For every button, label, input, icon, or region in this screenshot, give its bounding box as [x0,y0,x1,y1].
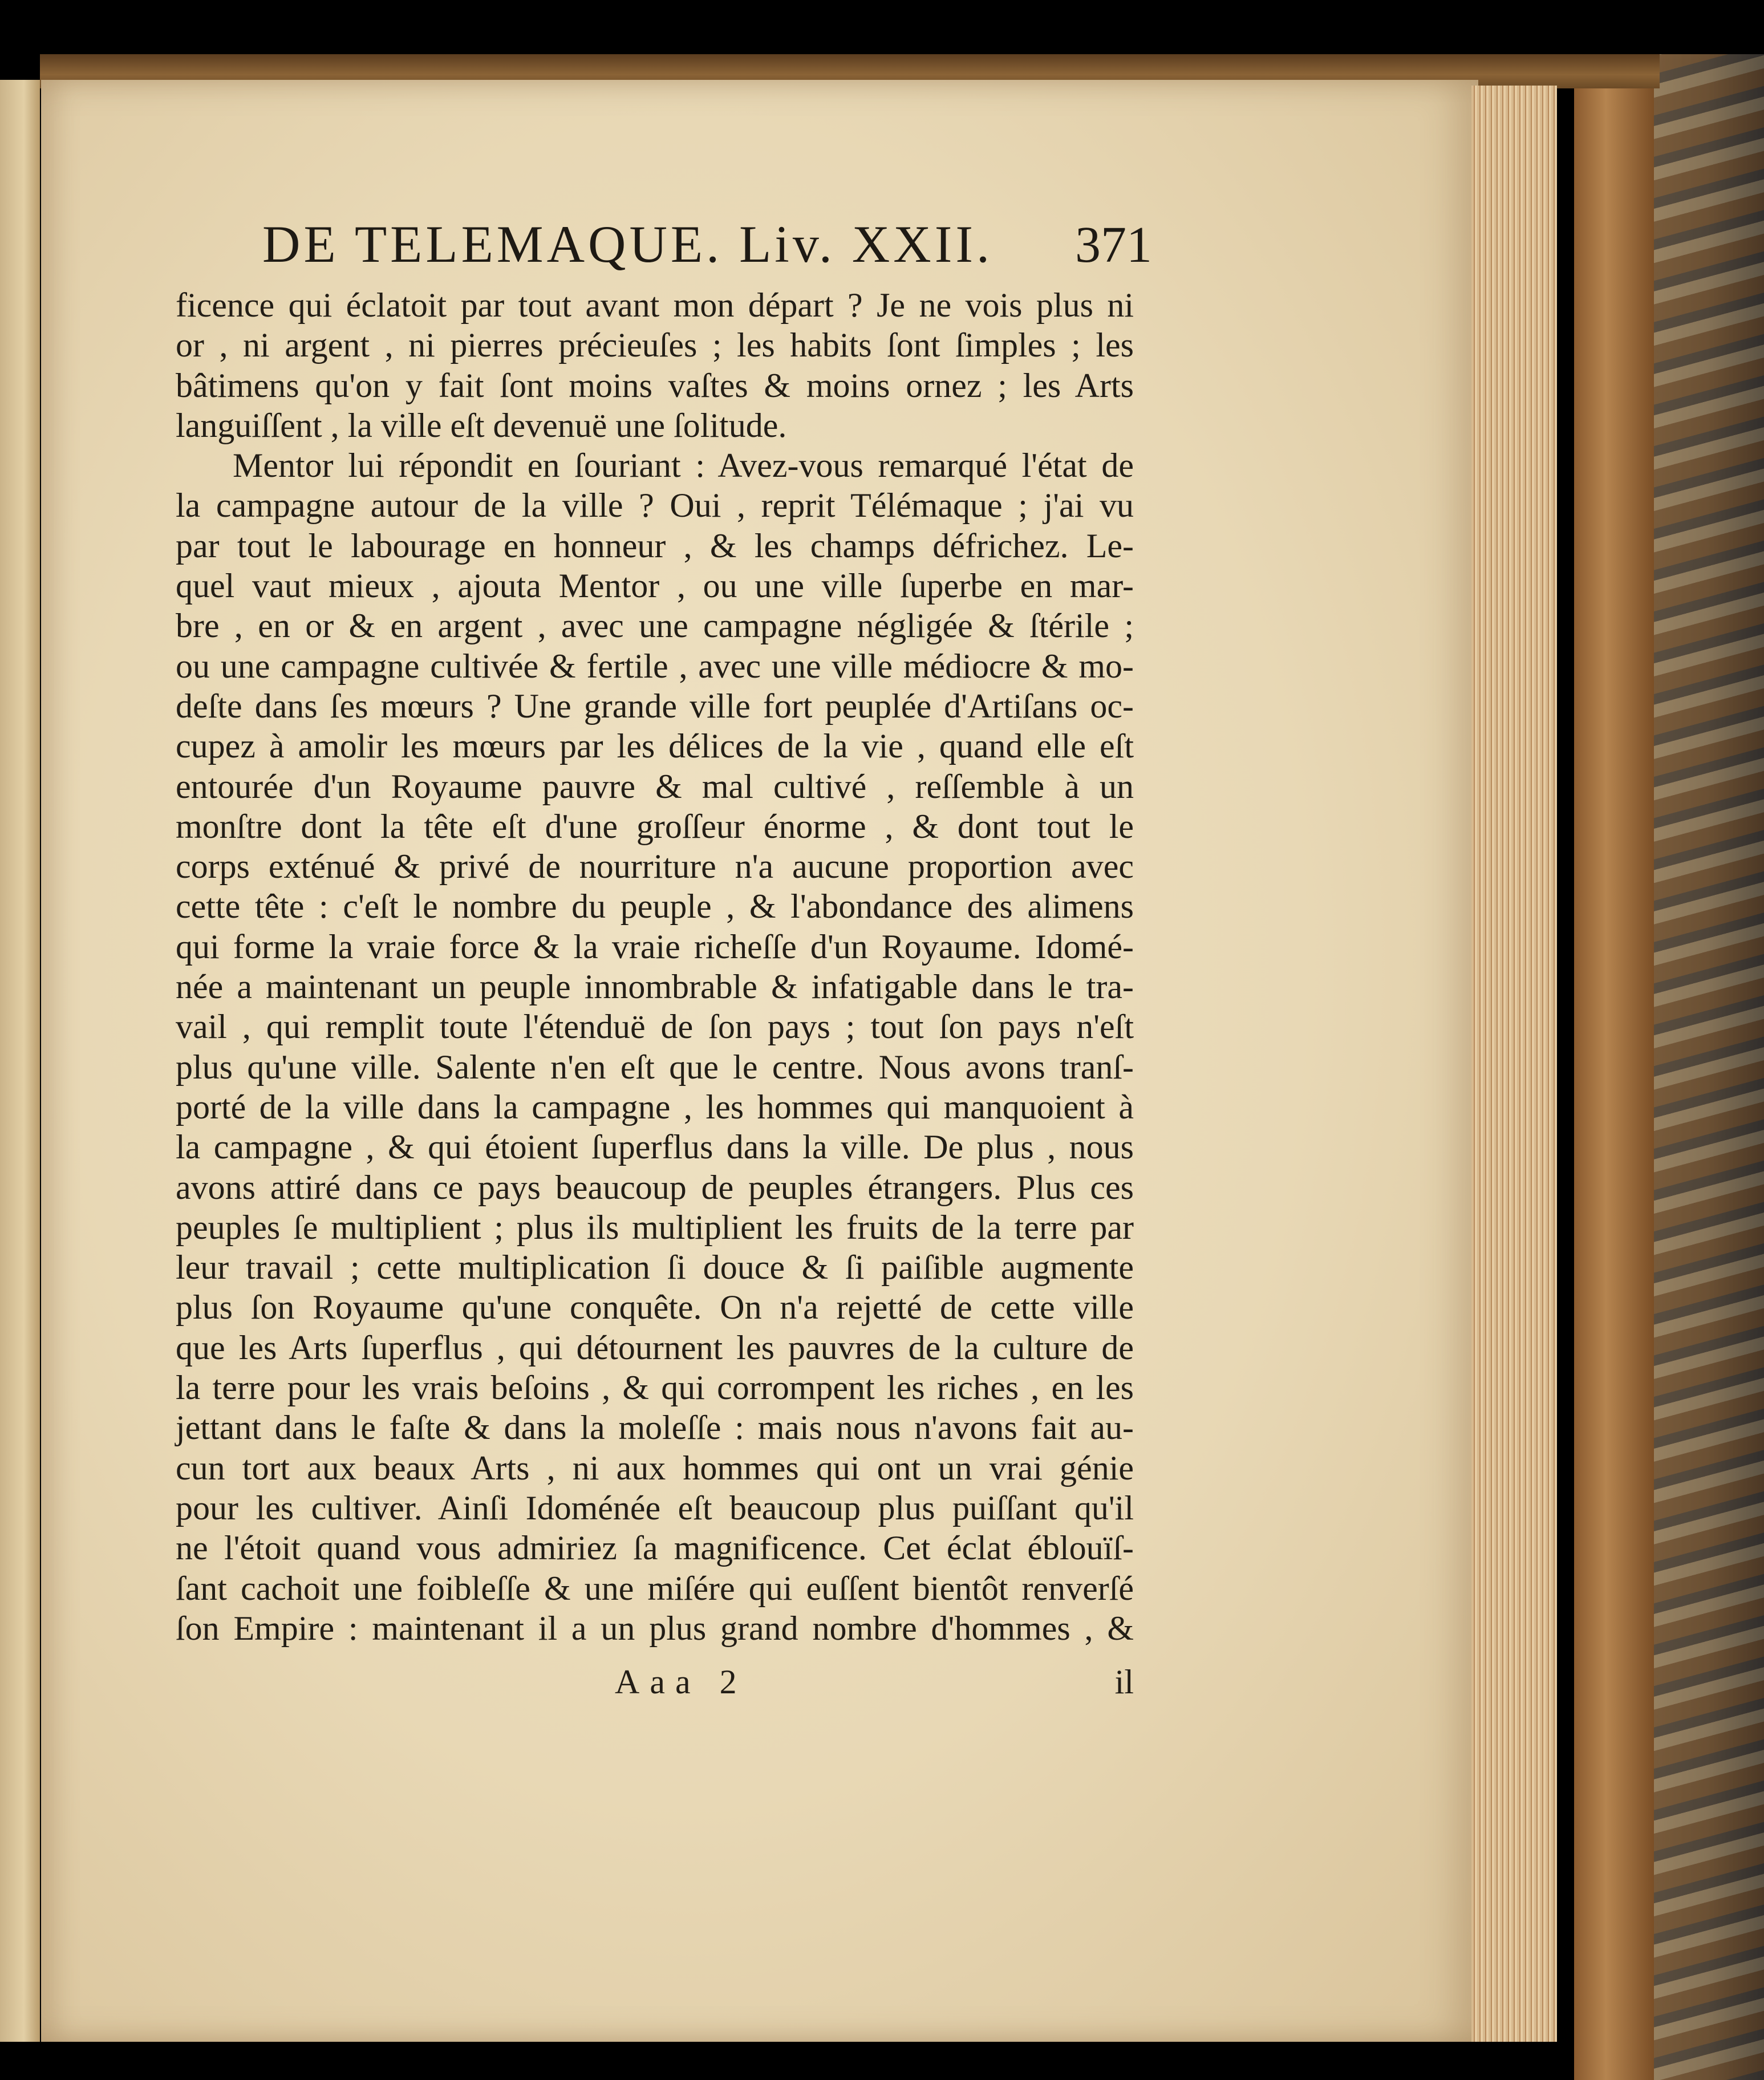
text-line: Mentor lui répondit en ſouriant : Avez-vous remarqué l'état de [233,447,1134,485]
text-line: leur travail ; cette multiplication ſi douce & ſi paiſible augmente [176,1248,1134,1287]
text-line: qui forme la vraie force & la vraie richeſſe d'un Royaume. Idomé- [176,927,1134,966]
text-line: bre , en or & en argent , avec une campagne négligée & ſtérile ; [176,607,1134,645]
text-line: jettant dans le faſte & dans la moleſſe : mais nous n'avons fait au- [176,1409,1134,1447]
catchword: il [1114,1663,1134,1701]
page-number: 371 [1075,217,1152,273]
text-line: pour les cultiver. Ainſi Idoménée eſt beaucoup plus puiſſant qu'il [176,1489,1134,1527]
page-footer [176,1663,1134,1708]
text-line: la terre pour les vrais beſoins , & qui corrompent les riches , en les [176,1369,1134,1407]
text-line: ne l'étoit quand vous admiriez ſa magnificence. Cet éclat éblouïſ- [176,1529,1134,1567]
running-title: DE TELEMAQUE. Liv. XXII. [262,215,993,273]
text-line: la campagne autour de la ville ? Oui , reprit Télémaque ; j'ai vu [176,486,1134,525]
signature-mark: Aaa 2 [615,1663,747,1701]
text-line: avons attiré dans ce pays beaucoup de peuples étrangers. Plus ces [176,1168,1134,1206]
text-line: ficence qui éclatoit par tout avant mon départ ? Je ne vois plus ni [176,286,1134,324]
text-line: deſte dans ſes mœurs ? Une grande ville fort peuplée d'Artiſans oc- [176,687,1134,725]
text-line: peuples ſe multiplient ; plus ils multiplient les fruits de la terre par [176,1208,1134,1246]
text-line: bâtimens qu'on y fait ſont moins vaſtes & moins ornez ; les Arts [176,366,1134,404]
text-line: monſtre dont la tête eſt d'une groſſeur énorme , & dont tout le [176,807,1134,845]
text-line: entourée d'un Royaume pauvre & mal cultivé , reſſemble à un [176,767,1134,805]
text-line: cette tête : c'eſt le nombre du peuple , & l'abondance des alimens [176,887,1134,926]
text-line: cun tort aux beaux Arts , ni aux hommes qui ont un vrai génie [176,1449,1134,1487]
text-line: or , ni argent , ni pierres précieuſes ; les habits ſont ſimples ; les [176,326,1134,364]
text-line: porté de la ville dans la campagne , les hommes qui manquoient à [176,1088,1134,1126]
leather-binding [1574,54,1654,2080]
page-edges [1471,86,1557,2042]
text-line: cupez à amolir les mœurs par les délices de la vie , quand elle eſt [176,727,1134,765]
text-line: la campagne , & qui étoient ſuperflus dans la ville. De plus , nous [176,1128,1134,1166]
text-line: quel vaut mieux , ajouta Mentor , ou une ville ſuperbe en mar- [176,567,1134,605]
text-line: par tout le labourage en honneur , & les champs défrichez. Le- [176,526,1134,565]
text-line: corps exténué & privé de nourriture n'a aucune proportion avec [176,848,1134,886]
text-line: vail , qui remplit toute l'étenduë de ſon pays ; tout ſon pays n'eſt [176,1008,1134,1046]
text-line: que les Arts ſuperflus , qui détournent les pauvres de la culture de [176,1328,1134,1367]
text-line: ſant cachoit une foibleſſe & une miſére qui euſſent bientôt renverſé [176,1569,1134,1607]
text-line: plus qu'une ville. Salente n'en eſt que le centre. Nous avons tranſ- [176,1048,1134,1086]
body-text [176,285,1134,1648]
text-line: ſon Empire : maintenant il a un plus grand nombre d'hommes , & [176,1609,1134,1647]
left-page-edge [0,80,40,2042]
text-line: languiſſent , la ville eſt devenuë une ſolitude. [176,406,787,444]
text-line: ou une campagne cultivée & fertile , avec une ville médiocre & mo- [176,647,1134,685]
running-header [262,214,1152,277]
text-line: née a maintenant un peuple innombrable & infatigable dans le tra- [176,968,1134,1006]
text-line: plus ſon Royaume qu'une conquête. On n'a rejetté de cette ville [176,1288,1134,1327]
